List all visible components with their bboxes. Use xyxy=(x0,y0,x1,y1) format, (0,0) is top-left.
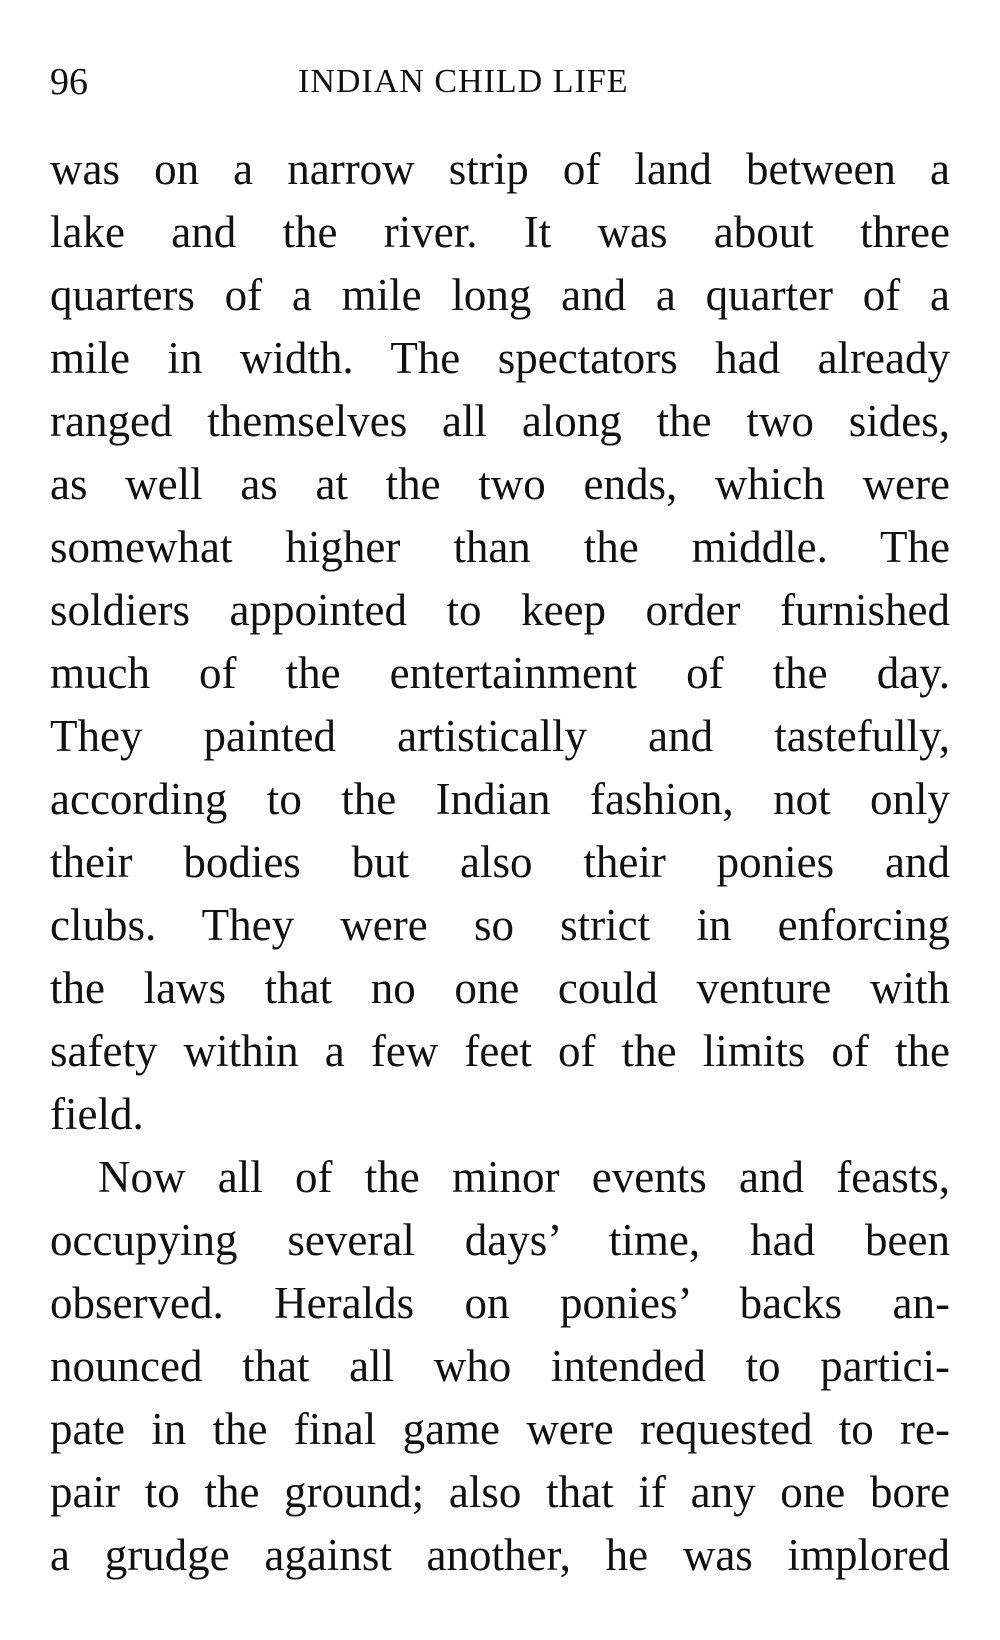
text-line: field. xyxy=(50,1089,144,1139)
text-line: nounced that all who intended to partici- xyxy=(50,1341,950,1391)
text-line: a grudge against another, he was implored xyxy=(50,1530,950,1580)
text-line: clubs. They were so strict in enforcing xyxy=(50,900,950,950)
text-line: pair to the ground; also that if any one bore xyxy=(50,1467,950,1517)
text-line: much of the entertainment of the day. xyxy=(50,648,950,698)
page-header xyxy=(50,56,950,108)
text-line: observed. Heralds on ponies’ backs an- xyxy=(50,1278,950,1328)
text-line: ranged themselves all along the two sides, xyxy=(50,396,950,446)
text-line: Now all of the minor events and feasts, xyxy=(98,1152,950,1202)
running-head: INDIAN CHILD LIFE xyxy=(298,63,629,100)
text-line: soldiers appointed to keep order furnished xyxy=(50,585,950,635)
text-line: occupying several days’ time, had been xyxy=(50,1215,950,1265)
text-line: their bodies but also their ponies and xyxy=(50,837,950,887)
text-line: mile in width. The spectators had already xyxy=(50,333,950,383)
text-line: lake and the river. It was about three xyxy=(50,207,950,257)
text-line: was on a narrow strip of land between a xyxy=(50,144,950,194)
text-line: quarters of a mile long and a quarter of a xyxy=(50,270,950,320)
text-line: pate in the final game were requested to re- xyxy=(50,1404,950,1454)
text-line: as well as at the two ends, which were xyxy=(50,459,950,509)
text-line: somewhat higher than the middle. The xyxy=(50,522,950,572)
page-number: 96 xyxy=(50,61,88,103)
text-line: safety within a few feet of the limits of the xyxy=(50,1026,950,1076)
text-line: They painted artistically and tastefully, xyxy=(50,711,950,761)
text-line: according to the Indian fashion, not only xyxy=(50,774,950,824)
text-line: the laws that no one could venture with xyxy=(50,963,950,1013)
body-text xyxy=(50,138,950,1587)
